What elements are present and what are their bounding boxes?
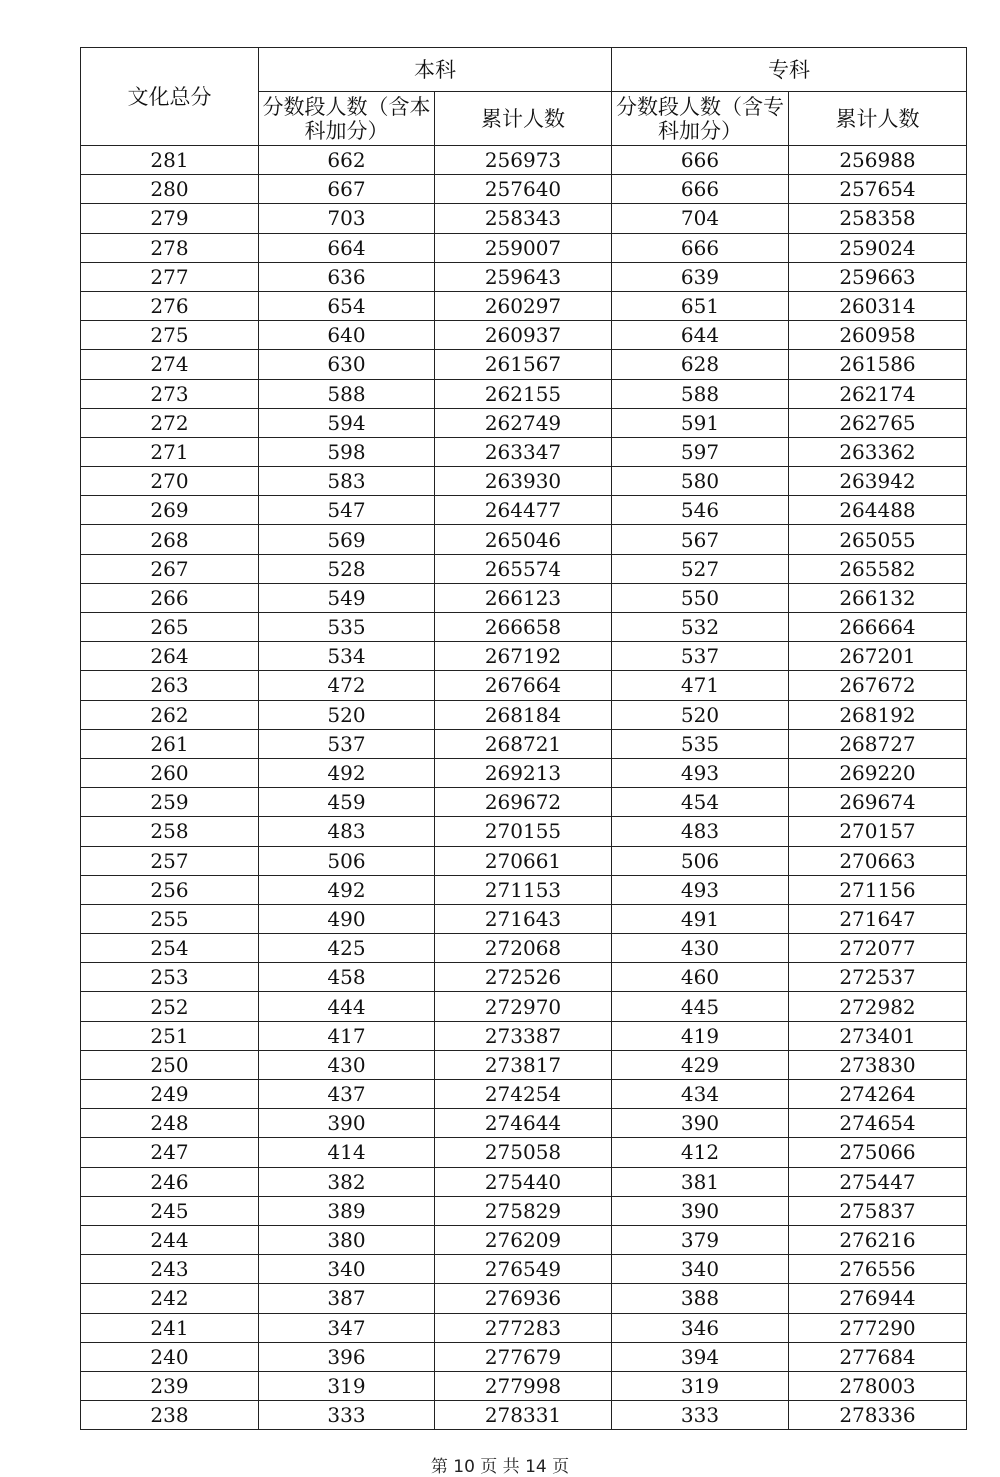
cell-college-cumulative: 276556 [789,1255,967,1284]
cell-college-count: 527 [612,554,789,583]
cell-undergrad-cumulative: 256973 [435,146,612,175]
table-row [81,175,967,204]
cell-undergrad-count: 444 [259,992,435,1021]
cell-undergrad-count: 333 [259,1401,435,1430]
cell-college-count: 537 [612,642,789,671]
cell-college-count: 666 [612,146,789,175]
cell-college-cumulative: 263942 [789,467,967,496]
cell-undergrad-count: 636 [259,262,435,291]
cell-undergrad-cumulative: 263930 [435,467,612,496]
table-row [81,437,967,466]
cell-undergrad-cumulative: 272526 [435,963,612,992]
cell-college-count: 639 [612,262,789,291]
table-row [81,379,967,408]
cell-undergrad-cumulative: 275058 [435,1138,612,1167]
table-row [81,1371,967,1400]
table-row [81,846,967,875]
cell-college-count: 532 [612,613,789,642]
cell-undergrad-cumulative: 270661 [435,846,612,875]
cell-total-score: 272 [81,408,259,437]
cell-undergrad-count: 640 [259,321,435,350]
table-body [81,146,967,1430]
cell-undergrad-count: 458 [259,963,435,992]
header-undergrad-cumulative: 累计人数 [435,92,612,146]
cell-total-score: 244 [81,1225,259,1254]
cell-undergrad-cumulative: 264477 [435,496,612,525]
table-row [81,291,967,320]
table-row [81,1284,967,1313]
cell-college-cumulative: 256988 [789,146,967,175]
cell-undergrad-count: 472 [259,671,435,700]
cell-undergrad-cumulative: 268184 [435,700,612,729]
table-row [81,1255,967,1284]
cell-college-count: 483 [612,817,789,846]
cell-college-cumulative: 277684 [789,1342,967,1371]
cell-college-count: 388 [612,1284,789,1313]
table-row [81,1050,967,1079]
cell-college-count: 419 [612,1021,789,1050]
table-row [81,233,967,262]
cell-college-cumulative: 277290 [789,1313,967,1342]
cell-undergrad-cumulative: 269213 [435,758,612,787]
cell-total-score: 242 [81,1284,259,1313]
cell-college-cumulative: 265582 [789,554,967,583]
table-row [81,146,967,175]
cell-undergrad-count: 654 [259,291,435,320]
cell-undergrad-cumulative: 262749 [435,408,612,437]
header-undergrad: 本科 [259,48,612,92]
cell-college-cumulative: 272982 [789,992,967,1021]
cell-college-cumulative: 267201 [789,642,967,671]
cell-college-count: 591 [612,408,789,437]
cell-college-cumulative: 276216 [789,1225,967,1254]
cell-total-score: 264 [81,642,259,671]
cell-total-score: 256 [81,875,259,904]
table-row [81,1401,967,1430]
cell-undergrad-cumulative: 275440 [435,1167,612,1196]
cell-college-count: 491 [612,904,789,933]
cell-college-count: 666 [612,233,789,262]
cell-undergrad-cumulative: 259643 [435,262,612,291]
cell-college-count: 454 [612,788,789,817]
cell-total-score: 257 [81,846,259,875]
cell-college-count: 506 [612,846,789,875]
cell-undergrad-cumulative: 272068 [435,934,612,963]
cell-college-count: 567 [612,525,789,554]
cell-total-score: 279 [81,204,259,233]
cell-undergrad-count: 662 [259,146,435,175]
cell-total-score: 278 [81,233,259,262]
cell-college-cumulative: 262174 [789,379,967,408]
table-row [81,613,967,642]
cell-total-score: 269 [81,496,259,525]
cell-undergrad-count: 483 [259,817,435,846]
cell-total-score: 248 [81,1109,259,1138]
cell-college-cumulative: 257654 [789,175,967,204]
cell-college-count: 390 [612,1109,789,1138]
cell-undergrad-count: 547 [259,496,435,525]
cell-college-cumulative: 259663 [789,262,967,291]
cell-undergrad-count: 520 [259,700,435,729]
cell-undergrad-count: 430 [259,1050,435,1079]
cell-college-cumulative: 274654 [789,1109,967,1138]
cell-college-count: 434 [612,1080,789,1109]
cell-total-score: 246 [81,1167,259,1196]
cell-total-score: 280 [81,175,259,204]
cell-undergrad-count: 347 [259,1313,435,1342]
cell-undergrad-cumulative: 277679 [435,1342,612,1371]
cell-undergrad-count: 380 [259,1225,435,1254]
cell-total-score: 270 [81,467,259,496]
cell-college-cumulative: 259024 [789,233,967,262]
table-row [81,671,967,700]
cell-undergrad-cumulative: 276209 [435,1225,612,1254]
cell-undergrad-count: 537 [259,729,435,758]
table-row [81,963,967,992]
table-row [81,1109,967,1138]
table-row [81,1080,967,1109]
cell-college-count: 666 [612,175,789,204]
table-row [81,1225,967,1254]
cell-undergrad-count: 390 [259,1109,435,1138]
cell-undergrad-cumulative: 267192 [435,642,612,671]
cell-undergrad-cumulative: 259007 [435,233,612,262]
cell-total-score: 261 [81,729,259,758]
cell-college-cumulative: 273401 [789,1021,967,1050]
table-row [81,204,967,233]
table-row [81,642,967,671]
cell-college-count: 493 [612,758,789,787]
cell-college-count: 412 [612,1138,789,1167]
table-row [81,1313,967,1342]
cell-college-cumulative: 269674 [789,788,967,817]
cell-undergrad-count: 583 [259,467,435,496]
cell-college-count: 346 [612,1313,789,1342]
cell-undergrad-cumulative: 261567 [435,350,612,379]
cell-undergrad-count: 703 [259,204,435,233]
table-row [81,525,967,554]
cell-undergrad-cumulative: 257640 [435,175,612,204]
table-row [81,1342,967,1371]
cell-college-count: 493 [612,875,789,904]
cell-college-count: 520 [612,700,789,729]
cell-total-score: 281 [81,146,259,175]
cell-total-score: 277 [81,262,259,291]
cell-undergrad-cumulative: 265046 [435,525,612,554]
table-row [81,875,967,904]
cell-total-score: 258 [81,817,259,846]
cell-total-score: 239 [81,1371,259,1400]
cell-college-cumulative: 261586 [789,350,967,379]
table-row [81,321,967,350]
cell-undergrad-count: 490 [259,904,435,933]
cell-college-cumulative: 268727 [789,729,967,758]
cell-college-count: 333 [612,1401,789,1430]
cell-college-cumulative: 262765 [789,408,967,437]
cell-undergrad-cumulative: 274644 [435,1109,612,1138]
cell-college-count: 340 [612,1255,789,1284]
cell-undergrad-cumulative: 277283 [435,1313,612,1342]
cell-undergrad-count: 382 [259,1167,435,1196]
page-number: 第 10 页 共 14 页 [430,1457,570,1477]
cell-total-score: 268 [81,525,259,554]
score-distribution-table [80,47,967,1430]
cell-total-score: 252 [81,992,259,1021]
cell-college-count: 445 [612,992,789,1021]
cell-total-score: 275 [81,321,259,350]
cell-college-cumulative: 260314 [789,291,967,320]
table-row [81,992,967,1021]
cell-college-cumulative: 275447 [789,1167,967,1196]
cell-total-score: 240 [81,1342,259,1371]
cell-undergrad-count: 387 [259,1284,435,1313]
cell-college-count: 390 [612,1196,789,1225]
cell-undergrad-count: 459 [259,788,435,817]
cell-total-score: 250 [81,1050,259,1079]
cell-undergrad-cumulative: 274254 [435,1080,612,1109]
cell-undergrad-cumulative: 265574 [435,554,612,583]
cell-undergrad-count: 535 [259,613,435,642]
cell-total-score: 265 [81,613,259,642]
cell-college-cumulative: 272077 [789,934,967,963]
cell-college-count: 588 [612,379,789,408]
cell-undergrad-cumulative: 262155 [435,379,612,408]
table-row [81,583,967,612]
table-row [81,350,967,379]
cell-undergrad-cumulative: 276549 [435,1255,612,1284]
cell-total-score: 259 [81,788,259,817]
cell-total-score: 247 [81,1138,259,1167]
cell-total-score: 266 [81,583,259,612]
cell-undergrad-count: 414 [259,1138,435,1167]
table-row [81,1021,967,1050]
cell-total-score: 267 [81,554,259,583]
cell-undergrad-cumulative: 260297 [435,291,612,320]
cell-college-count: 535 [612,729,789,758]
header-total-score: 文化总分 [81,48,259,146]
cell-undergrad-count: 340 [259,1255,435,1284]
table-row [81,934,967,963]
cell-college-cumulative: 276944 [789,1284,967,1313]
cell-college-count: 471 [612,671,789,700]
cell-undergrad-count: 492 [259,758,435,787]
cell-college-cumulative: 269220 [789,758,967,787]
cell-undergrad-cumulative: 260937 [435,321,612,350]
cell-undergrad-count: 528 [259,554,435,583]
table-row [81,729,967,758]
cell-college-cumulative: 266664 [789,613,967,642]
cell-undergrad-cumulative: 263347 [435,437,612,466]
cell-undergrad-count: 534 [259,642,435,671]
cell-undergrad-count: 598 [259,437,435,466]
table-row [81,758,967,787]
cell-college-count: 651 [612,291,789,320]
cell-undergrad-count: 437 [259,1080,435,1109]
cell-total-score: 271 [81,437,259,466]
table-header [81,48,967,146]
cell-college-count: 628 [612,350,789,379]
table-row [81,788,967,817]
table-row [81,904,967,933]
table-row [81,467,967,496]
cell-college-count: 546 [612,496,789,525]
cell-college-cumulative: 265055 [789,525,967,554]
cell-total-score: 249 [81,1080,259,1109]
cell-college-count: 394 [612,1342,789,1371]
cell-undergrad-count: 506 [259,846,435,875]
cell-college-count: 381 [612,1167,789,1196]
cell-college-count: 580 [612,467,789,496]
cell-college-count: 379 [612,1225,789,1254]
header-college-cumulative: 累计人数 [789,92,967,146]
cell-total-score: 245 [81,1196,259,1225]
cell-college-cumulative: 275837 [789,1196,967,1225]
cell-college-count: 644 [612,321,789,350]
cell-total-score: 262 [81,700,259,729]
cell-college-cumulative: 271647 [789,904,967,933]
cell-undergrad-count: 569 [259,525,435,554]
cell-college-count: 704 [612,204,789,233]
cell-total-score: 263 [81,671,259,700]
table-row [81,408,967,437]
cell-undergrad-cumulative: 271153 [435,875,612,904]
cell-college-cumulative: 263362 [789,437,967,466]
cell-undergrad-cumulative: 277998 [435,1371,612,1400]
table-row [81,700,967,729]
cell-college-count: 430 [612,934,789,963]
table-row [81,1138,967,1167]
cell-college-cumulative: 266132 [789,583,967,612]
cell-college-cumulative: 270663 [789,846,967,875]
table-row [81,1167,967,1196]
cell-college-count: 597 [612,437,789,466]
cell-undergrad-count: 425 [259,934,435,963]
table-row [81,817,967,846]
table-row [81,496,967,525]
header-undergrad-count: 分数段人数（含本科加分） [259,92,435,146]
cell-undergrad-count: 396 [259,1342,435,1371]
cell-undergrad-count: 389 [259,1196,435,1225]
cell-undergrad-cumulative: 266123 [435,583,612,612]
cell-college-cumulative: 278003 [789,1371,967,1400]
cell-undergrad-count: 588 [259,379,435,408]
table-row [81,262,967,291]
cell-total-score: 251 [81,1021,259,1050]
cell-total-score: 276 [81,291,259,320]
cell-college-cumulative: 268192 [789,700,967,729]
cell-undergrad-count: 594 [259,408,435,437]
table-row [81,554,967,583]
cell-college-cumulative: 274264 [789,1080,967,1109]
cell-undergrad-cumulative: 275829 [435,1196,612,1225]
header-college-count: 分数段人数（含专科加分） [612,92,789,146]
cell-undergrad-cumulative: 271643 [435,904,612,933]
cell-undergrad-cumulative: 272970 [435,992,612,1021]
cell-college-count: 550 [612,583,789,612]
cell-college-count: 429 [612,1050,789,1079]
cell-total-score: 238 [81,1401,259,1430]
cell-undergrad-cumulative: 258343 [435,204,612,233]
cell-total-score: 254 [81,934,259,963]
cell-undergrad-cumulative: 270155 [435,817,612,846]
cell-undergrad-cumulative: 278331 [435,1401,612,1430]
cell-college-cumulative: 278336 [789,1401,967,1430]
cell-college-cumulative: 264488 [789,496,967,525]
cell-undergrad-cumulative: 269672 [435,788,612,817]
cell-total-score: 260 [81,758,259,787]
cell-undergrad-cumulative: 273387 [435,1021,612,1050]
cell-undergrad-count: 664 [259,233,435,262]
cell-college-cumulative: 258358 [789,204,967,233]
cell-total-score: 273 [81,379,259,408]
cell-college-cumulative: 267672 [789,671,967,700]
cell-undergrad-count: 667 [259,175,435,204]
cell-undergrad-count: 492 [259,875,435,904]
cell-college-cumulative: 271156 [789,875,967,904]
cell-college-cumulative: 273830 [789,1050,967,1079]
cell-undergrad-cumulative: 266658 [435,613,612,642]
cell-college-cumulative: 270157 [789,817,967,846]
cell-undergrad-count: 630 [259,350,435,379]
cell-college-cumulative: 275066 [789,1138,967,1167]
cell-college-count: 460 [612,963,789,992]
cell-undergrad-count: 417 [259,1021,435,1050]
cell-total-score: 274 [81,350,259,379]
header-college: 专科 [612,48,967,92]
cell-college-count: 319 [612,1371,789,1400]
cell-college-cumulative: 272537 [789,963,967,992]
cell-undergrad-count: 549 [259,583,435,612]
cell-college-cumulative: 260958 [789,321,967,350]
cell-undergrad-cumulative: 273817 [435,1050,612,1079]
cell-total-score: 253 [81,963,259,992]
cell-total-score: 255 [81,904,259,933]
cell-total-score: 241 [81,1313,259,1342]
cell-undergrad-cumulative: 267664 [435,671,612,700]
cell-undergrad-count: 319 [259,1371,435,1400]
cell-undergrad-cumulative: 276936 [435,1284,612,1313]
cell-total-score: 243 [81,1255,259,1284]
table-row [81,1196,967,1225]
cell-undergrad-cumulative: 268721 [435,729,612,758]
